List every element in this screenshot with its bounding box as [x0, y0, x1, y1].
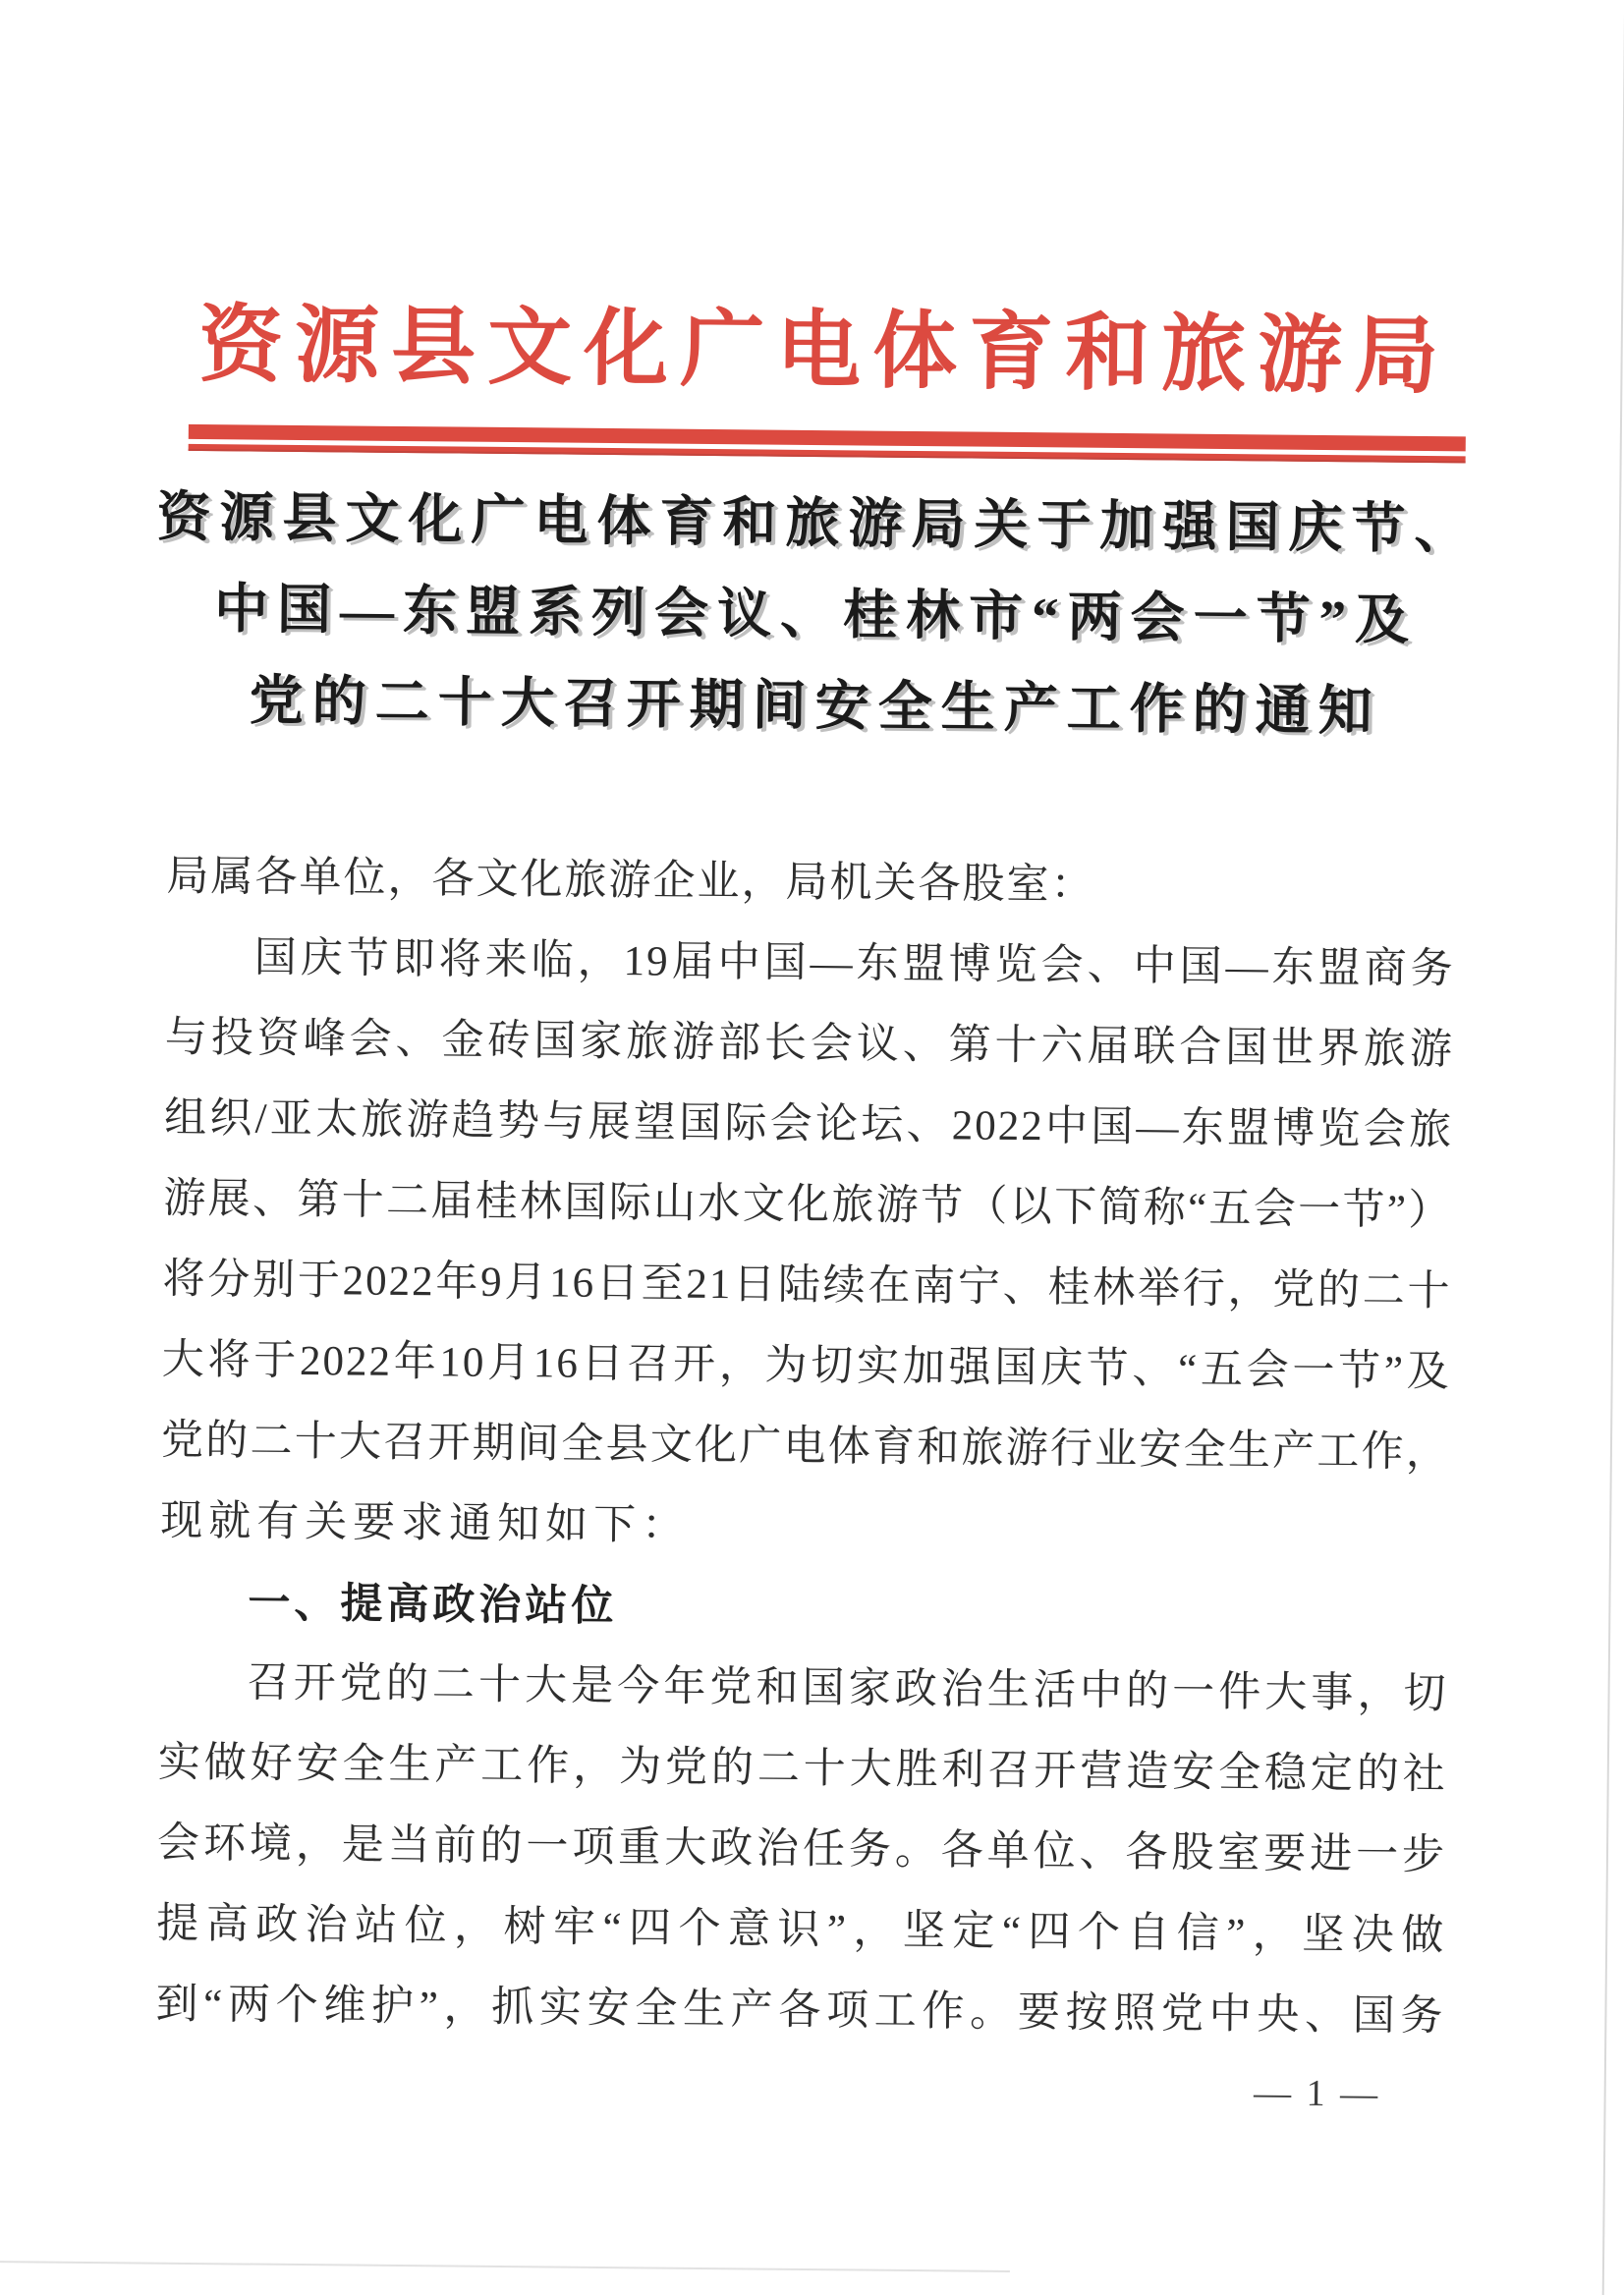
document-title — [91, 471, 1541, 758]
body-line: 党的二十大召开期间全县文化广电体育和旅游行业安全生产工作， — [160, 1417, 1451, 1477]
letterhead-org-name: 资源县文化广电体育和旅游局 — [197, 297, 1451, 405]
body-line: 将分别于2022年9月16日至21日陆续在南宁、桂林举行，党的二十 — [162, 1256, 1452, 1315]
document-body — [155, 837, 1456, 2058]
scan-edge-bottom-line — [0, 2261, 1010, 2272]
body-line: 大将于2022年10月16日召开，为切实加强国庆节、“五会一节”及 — [161, 1336, 1451, 1396]
body-line: 提高政治站位，树牢“四个意识”，坚定“四个自信”，坚决做 — [156, 1900, 1446, 1960]
document-title-line-3: 党的二十大召开期间安全生产工作的通知 — [249, 670, 1381, 742]
document-title-line-2: 中国—东盟系列会议、桂林市“两会一节”及 — [213, 579, 1419, 650]
body-line: 国庆节即将来临，19届中国—东盟博览会、中国—东盟商务 — [253, 934, 1455, 993]
body-line: 实做好安全生产工作，为党的二十大胜利召开营造安全稳定的社 — [157, 1739, 1448, 1799]
document-title-line-1: 资源县文化广电体育和旅游局关于加强国庆节、 — [156, 486, 1478, 560]
body-line: 游展、第十二届桂林国际山水文化旅游节（以下简称“五会一节”） — [163, 1175, 1453, 1235]
body-line: 召开党的二十大是今年党和国家政治生活中的一件大事，切 — [247, 1659, 1448, 1718]
body-line: 到“两个维护”，抓实安全生产各项工作。要按照党中央、国务 — [155, 1981, 1445, 2041]
body-line: 组织/亚太旅游趋势与展望国际会论坛、2022中国—东盟博览会旅 — [163, 1094, 1454, 1154]
salutation-line: 局属各单位，各文化旅游企业，局机关各股室： — [166, 853, 1095, 909]
body-line: 现就有关要求通知如下： — [159, 1497, 691, 1549]
letterhead-divider — [189, 424, 1466, 463]
body-line: 会环境，是当前的一项重大政治任务。各单位、各股室要进一步 — [156, 1819, 1447, 1879]
body-line: 与投资峰会、金砖国家旅游部长会议、第十六届联合国世界旅游 — [164, 1014, 1455, 1074]
section-heading-1: 一、提高政治站位 — [248, 1579, 618, 1631]
page-number: — 1 — — [1253, 2072, 1381, 2115]
